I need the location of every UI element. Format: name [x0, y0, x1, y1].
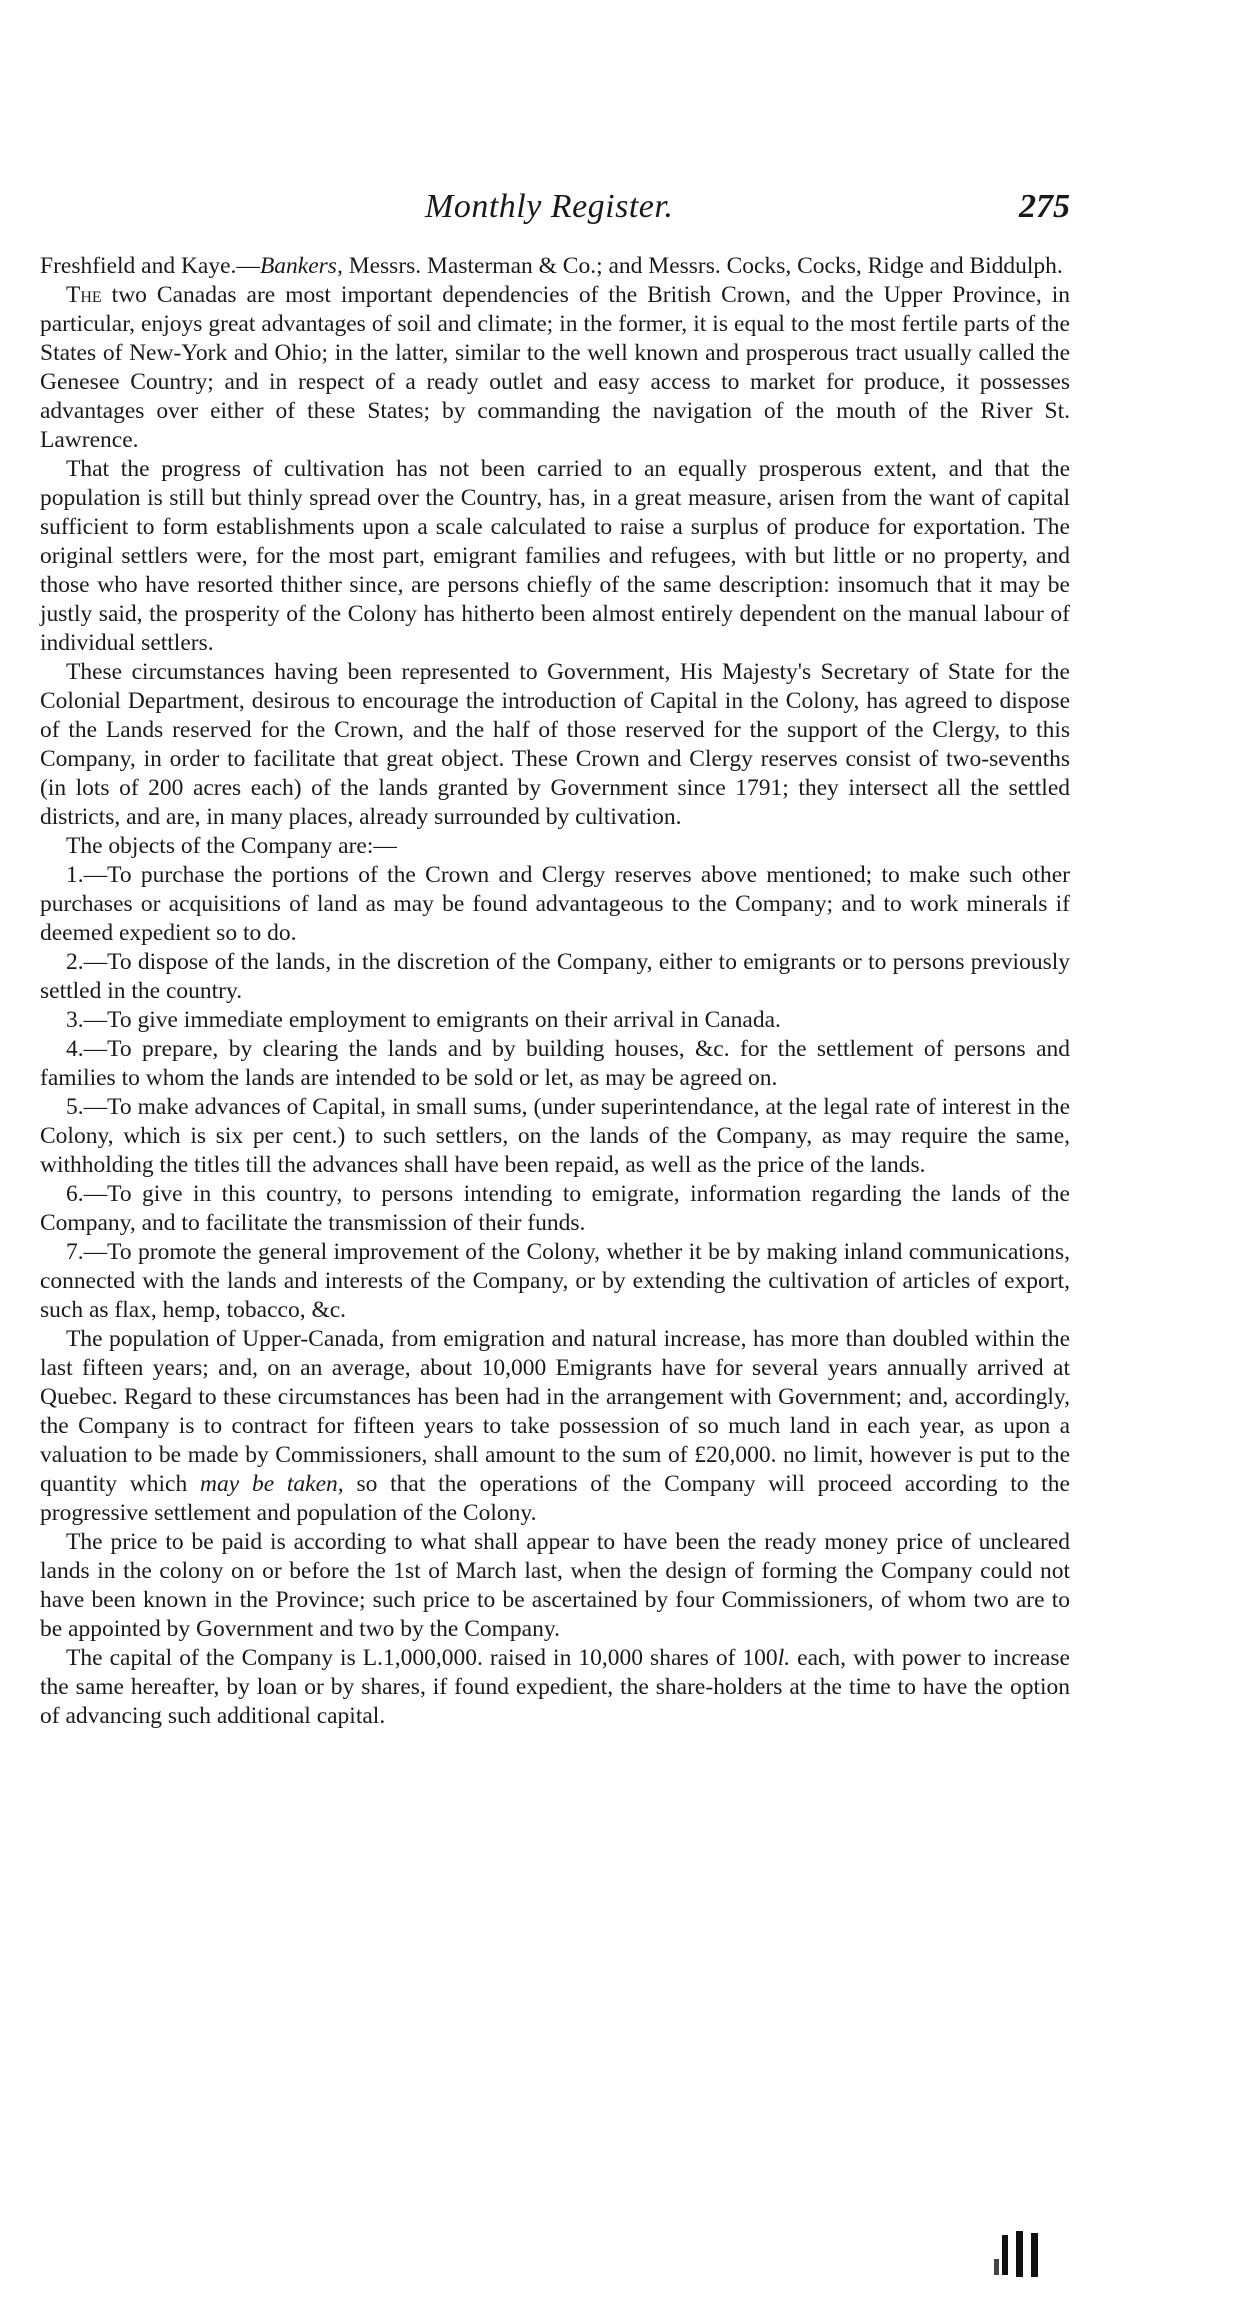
body-text — [40, 252, 1070, 1731]
list-item-6: 6.—To give in this country, to persons intending to emigrate, information regarding the lands of the Company, and to facilitate the transmission of their funds. — [40, 1181, 1070, 1236]
page-number: 275 — [1019, 188, 1070, 225]
list-item-4: 4.—To prepare, by clearing the lands and by building houses, &c. for the settlement of persons and families to whom the lands are intended to be sold or let, as may be agreed on. — [40, 1036, 1070, 1091]
document-page — [40, 0, 1070, 2299]
paragraph-bankers: Freshfield and Kaye.—Bankers, Messrs. Masterman & Co.; and Messrs. Cocks, Cocks, Ridge and Biddulph. — [40, 253, 1063, 279]
paragraph-population: The population of Upper-Canada, from emigration and natural increase, has more than doubled within the last fifteen years; and, on an average, about 10,000 Emigrants have for several years annually arrived at Quebec. Regard to these circumstances has been had in the arrangement with Government; and, accordingly, the Company is to contract for fifteen years to take possession of so much land in each year, as upon a valuation to be made by Commissioners, shall amount to the sum of £20,000. no limit, however is put to the quantity which may be taken, so that the operations of the Company will proceed according to the progressive settlement and population of the Colony. — [40, 1326, 1070, 1526]
paragraph-objects-intro: The objects of the Company are:— — [66, 833, 397, 859]
running-head: Monthly Register. — [425, 188, 674, 225]
list-item-7: 7.—To promote the general improvement of the Colony, whether it be by making inland communications, connected with the lands and interests of the Company, or by extending the cultivation of articles of export, such as flax, hemp, tobacco, &c. — [40, 1239, 1070, 1323]
paragraph-cultivation: That the progress of cultivation has not been carried to an equally prosperous extent, and that the population is still but thinly spread over the Country, has, in a great measure, arisen from the want of capital sufficient to form establishments upon a scale calculated to raise a surplus of produce for exportation. The original settlers were, for the most part, emigrant families and refugees, with but little or no property, and those who have resorted thither since, are persons chiefly of the same description: insomuch that it may be justly said, the prosperity of the Colony has hitherto been almost entirely dependent on the manual labour of individual settlers. — [40, 456, 1070, 656]
paragraph-circumstances: These circumstances having been represented to Government, His Majesty's Secretary of State for the Colonial Department, desirous to encourage the introduction of Capital in the Colony, has agreed to dispose of the Lands reserved for the Crown, and the half of those reserved for the support of the Clergy, to this Company, in order to facilitate that great object. These Crown and Clergy reserves consist of two-sevenths (in lots of 200 acres each) of the lands granted by Government since 1791; they intersect all the settled districts, and are, in many places, already surrounded by cultivation. — [40, 659, 1070, 830]
paragraph-price: The price to be paid is according to what shall appear to have been the ready money price of uncleared lands in the colony on or before the 1st of March last, when the design of forming the Company could not have been known in the Province; such price to be ascertained by four Commissioners, of whom two are to be appointed by Government and two by the Company. — [40, 1529, 1070, 1642]
list-item-2: 2.—To dispose of the lands, in the discretion of the Company, either to emigrants or to persons previously settled in the country. — [40, 949, 1070, 1004]
list-item-1: 1.—To purchase the portions of the Crown and Clergy reserves above mentioned; to make such other purchases or acquisitions of land as may be found advantageous to the Company; and to work minerals if deemed expedient so to do. — [40, 862, 1070, 946]
paragraph-canadas: The two Canadas are most important dependencies of the British Crown, and the Upper Province, in particular, enjoys great advantages of soil and climate; in the former, it is equal to the most fertile parts of the States of New-York and Ohio; in the latter, similar to the well known and prosperous tract usually called the Genesee Country; and in respect of a ready outlet and easy access to market for produce, it possesses advantages over either of these States; by commanding the navigation of the mouth of the River St. Lawrence. — [40, 282, 1070, 453]
paragraph-capital: The capital of the Company is L.1,000,000. raised in 10,000 shares of 100l. each, with power to increase the same hereafter, by loan or by shares, if found expedient, the share-holders at the time to have the option of advancing such additional capital. — [40, 1645, 1070, 1729]
page-header — [40, 188, 1070, 238]
list-item-3: 3.—To give immediate employment to emigrants on their arrival in Canada. — [66, 1007, 781, 1033]
list-item-5: 5.—To make advances of Capital, in small sums, (under superintendance, at the legal rate of interest in the Colony, which is six per cent.) to such settlers, on the lands of the Company, as may require the same, withholding the titles till the advances shall have been repaid, as well as the price of the lands. — [40, 1094, 1070, 1178]
binding-mark-icon — [992, 2229, 1052, 2279]
